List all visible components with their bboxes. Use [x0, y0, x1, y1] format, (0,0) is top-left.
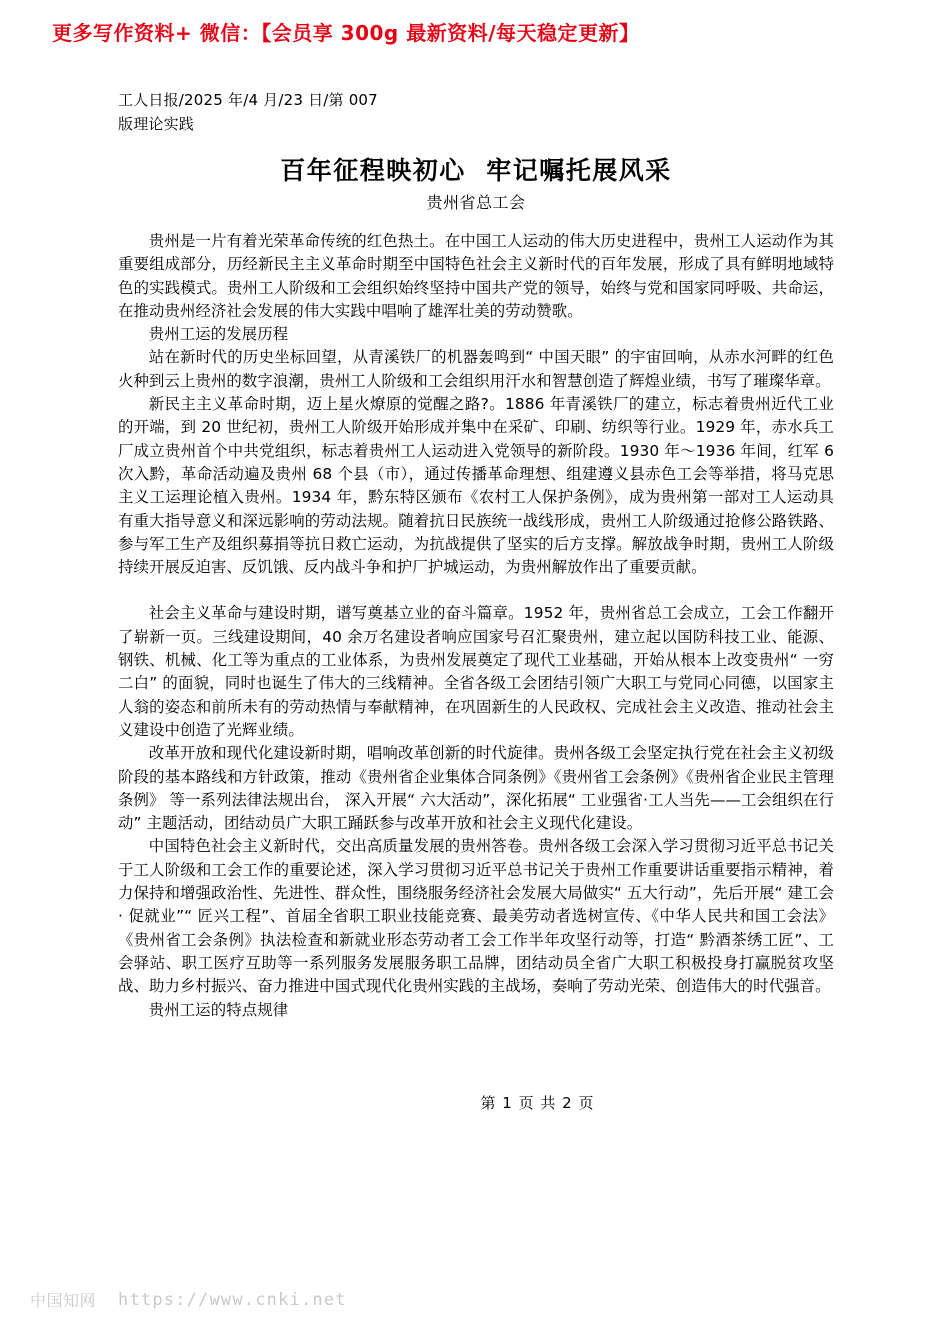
cnki-watermark — [30, 1288, 347, 1311]
page-footer — [0, 1092, 950, 1113]
cnki-logo-text: 中国知网 — [30, 1291, 97, 1310]
cnki-url-text: https://www.cnki.net — [118, 1289, 347, 1310]
title-block — [118, 154, 834, 216]
article-paragraph: 贵州工运的发展历程 — [148, 325, 289, 344]
page-indicator: 第 1 页 共 2 页 — [480, 1094, 595, 1112]
page-subtitle: 贵州省总工会 — [426, 193, 526, 212]
source-citation-line-2: 版理论实践 — [118, 115, 195, 133]
article-paragraph: 站在新时代的历史坐标回望，从青溪铁厂的机器轰鸣到“ 中国天眼” 的宇宙回响，从赤水河畔的红色火种到云上贵州的数字浪潮，贵州工人阶级和工会组织用汗水和智慧创造了辉煌业绩，书写了璀璨华章。 — [118, 348, 834, 390]
promo-banner-text: 更多写作资料+ 微信：【会员享 300g 最新资料/每天稳定更新】 — [52, 20, 640, 45]
article-paragraph: 社会主义革命与建设时期，谱写奠基立业的奋斗篇章。1952 年，贵州省总工会成立，工会工作翻开了崭新一页。三线建设期间，40 余万名建设者响应国家号召汇聚贵州，建立起以国防科技工业、能源、钢铁、机械、化工等为重点的工业体系，为贵州发展奠定了现代工业基础，开始从根本上改变贵州“ 一穷二白” 的面貌，同时也诞生了伟大的三线精神。全省各级工会团结引领广大职工与党同心同德，以国家主人翁的姿态和前所未有的劳动热情与奉献精神，在巩固新生的人民政权、完成社会主义改造、推动社会主义建设中创造了光辉业绩。 — [118, 604, 834, 739]
document-content — [118, 88, 834, 1022]
page-title: 百年征程映初心 牢记嘱托展风采 — [280, 156, 672, 185]
article-paragraph: 贵州是一片有着光荣革命传统的红色热土。在中国工人运动的伟大历史进程中，贵州工人运动作为其重要组成部分，历经新民主主义革命时期至中国特色社会主义新时代的百年发展，形成了具有鲜明地域特色的实践模式。贵州工人阶级和工会组织始终坚持中国共产党的领导，始终与党和国家同呼吸、共命运，在推动贵州经济社会发展的伟大实践中唱响了雄浑壮美的劳动赞歌。 — [118, 232, 834, 320]
article-paragraph: 贵州工运的特点规律 — [148, 1000, 289, 1019]
source-citation-line-1: 工人日报/2025 年/4 月/23 日/第 007 — [118, 91, 378, 109]
article-paragraph: 改革开放和现代化建设新时期，唱响改革创新的时代旋律。贵州各级工会坚定执行党在社会主义初级阶段的基本路线和方针政策，推动《贵州省企业集体合同条例》《贵州省工会条例》《贵州省企业民主管理条例》 等一系列法律法规出台， 深入开展“ 六大活动”，深化拓展“ 工业强省·工人当先——工会组织在行动” 主题活动，团结动员广大职工踊跃参与改革开放和社会主义现代化建设。 — [118, 744, 834, 833]
article-paragraph: 中国特色社会主义新时代，交出高质量发展的贵州答卷。贵州各级工会深入学习贯彻习近平总书记关于工人阶级和工会工作的重要论述，深入学习贯彻习近平总书记关于贵州工作重要讲话重要指示精神，着力保持和增强政治性、先进性、群众性，围绕服务经济社会发展大局做实“ 五大行动”，先后开展“ 建工会· 促就业”“ 匠兴工程”、首届全省职工职业技能竞赛、最美劳动者选树宣传、《中华人民共和国工会法》《贵州省工会条例》执法检查和新就业形态劳动者工会工作半年攻坚行动等，打造“ 黔酒茶绣工匠”、工会驿站、职工医疗互助等一系列服务发展服务职工品牌，团结动员全省广大职工积极投身打赢脱贫攻坚战、助力乡村振兴、奋力推进中国式现代化贵州实践的主战场，奏响了劳动光荣、创造伟大的时代强音。 — [118, 837, 834, 996]
article-body — [118, 230, 834, 1022]
article-paragraph: 新民主主义革命时期，迈上星火燎原的觉醒之路?。1886 年青溪铁厂的建立，标志着贵州近代工业的开端，到 20 世纪初，贵州工人阶级开始形成并集中在采矿、印刷、纺织等行业。1929 年，赤水兵工厂成立贵州首个中共党组织，标志着贵州工人运动进入党领导的新阶段。1930 年～1936 年间，红军 6 次入黔，革命活动遍及贵州 68 个县（市），通过传播革命理想、组建遵义县赤色工会等举措，将马克思主义工运理论植入贵州。1934 年，黔东特区颁布《农村工人保护条例》，成为贵州第一部对工人运动具有重大指导意义和深远影响的劳动法规。随着抗日民族统一战线形成，贵州工人阶级通过抢修公路铁路、参与军工生产及组织募捐等抗日救亡运动，为抗战提供了坚实的后方支撑。解放战争时期，贵州工人阶级持续开展反迫害、反饥饿、反内战斗争和护厂护城运动，为贵州解放作出了重要贡献。 — [118, 395, 834, 577]
promo-banner — [0, 0, 950, 62]
